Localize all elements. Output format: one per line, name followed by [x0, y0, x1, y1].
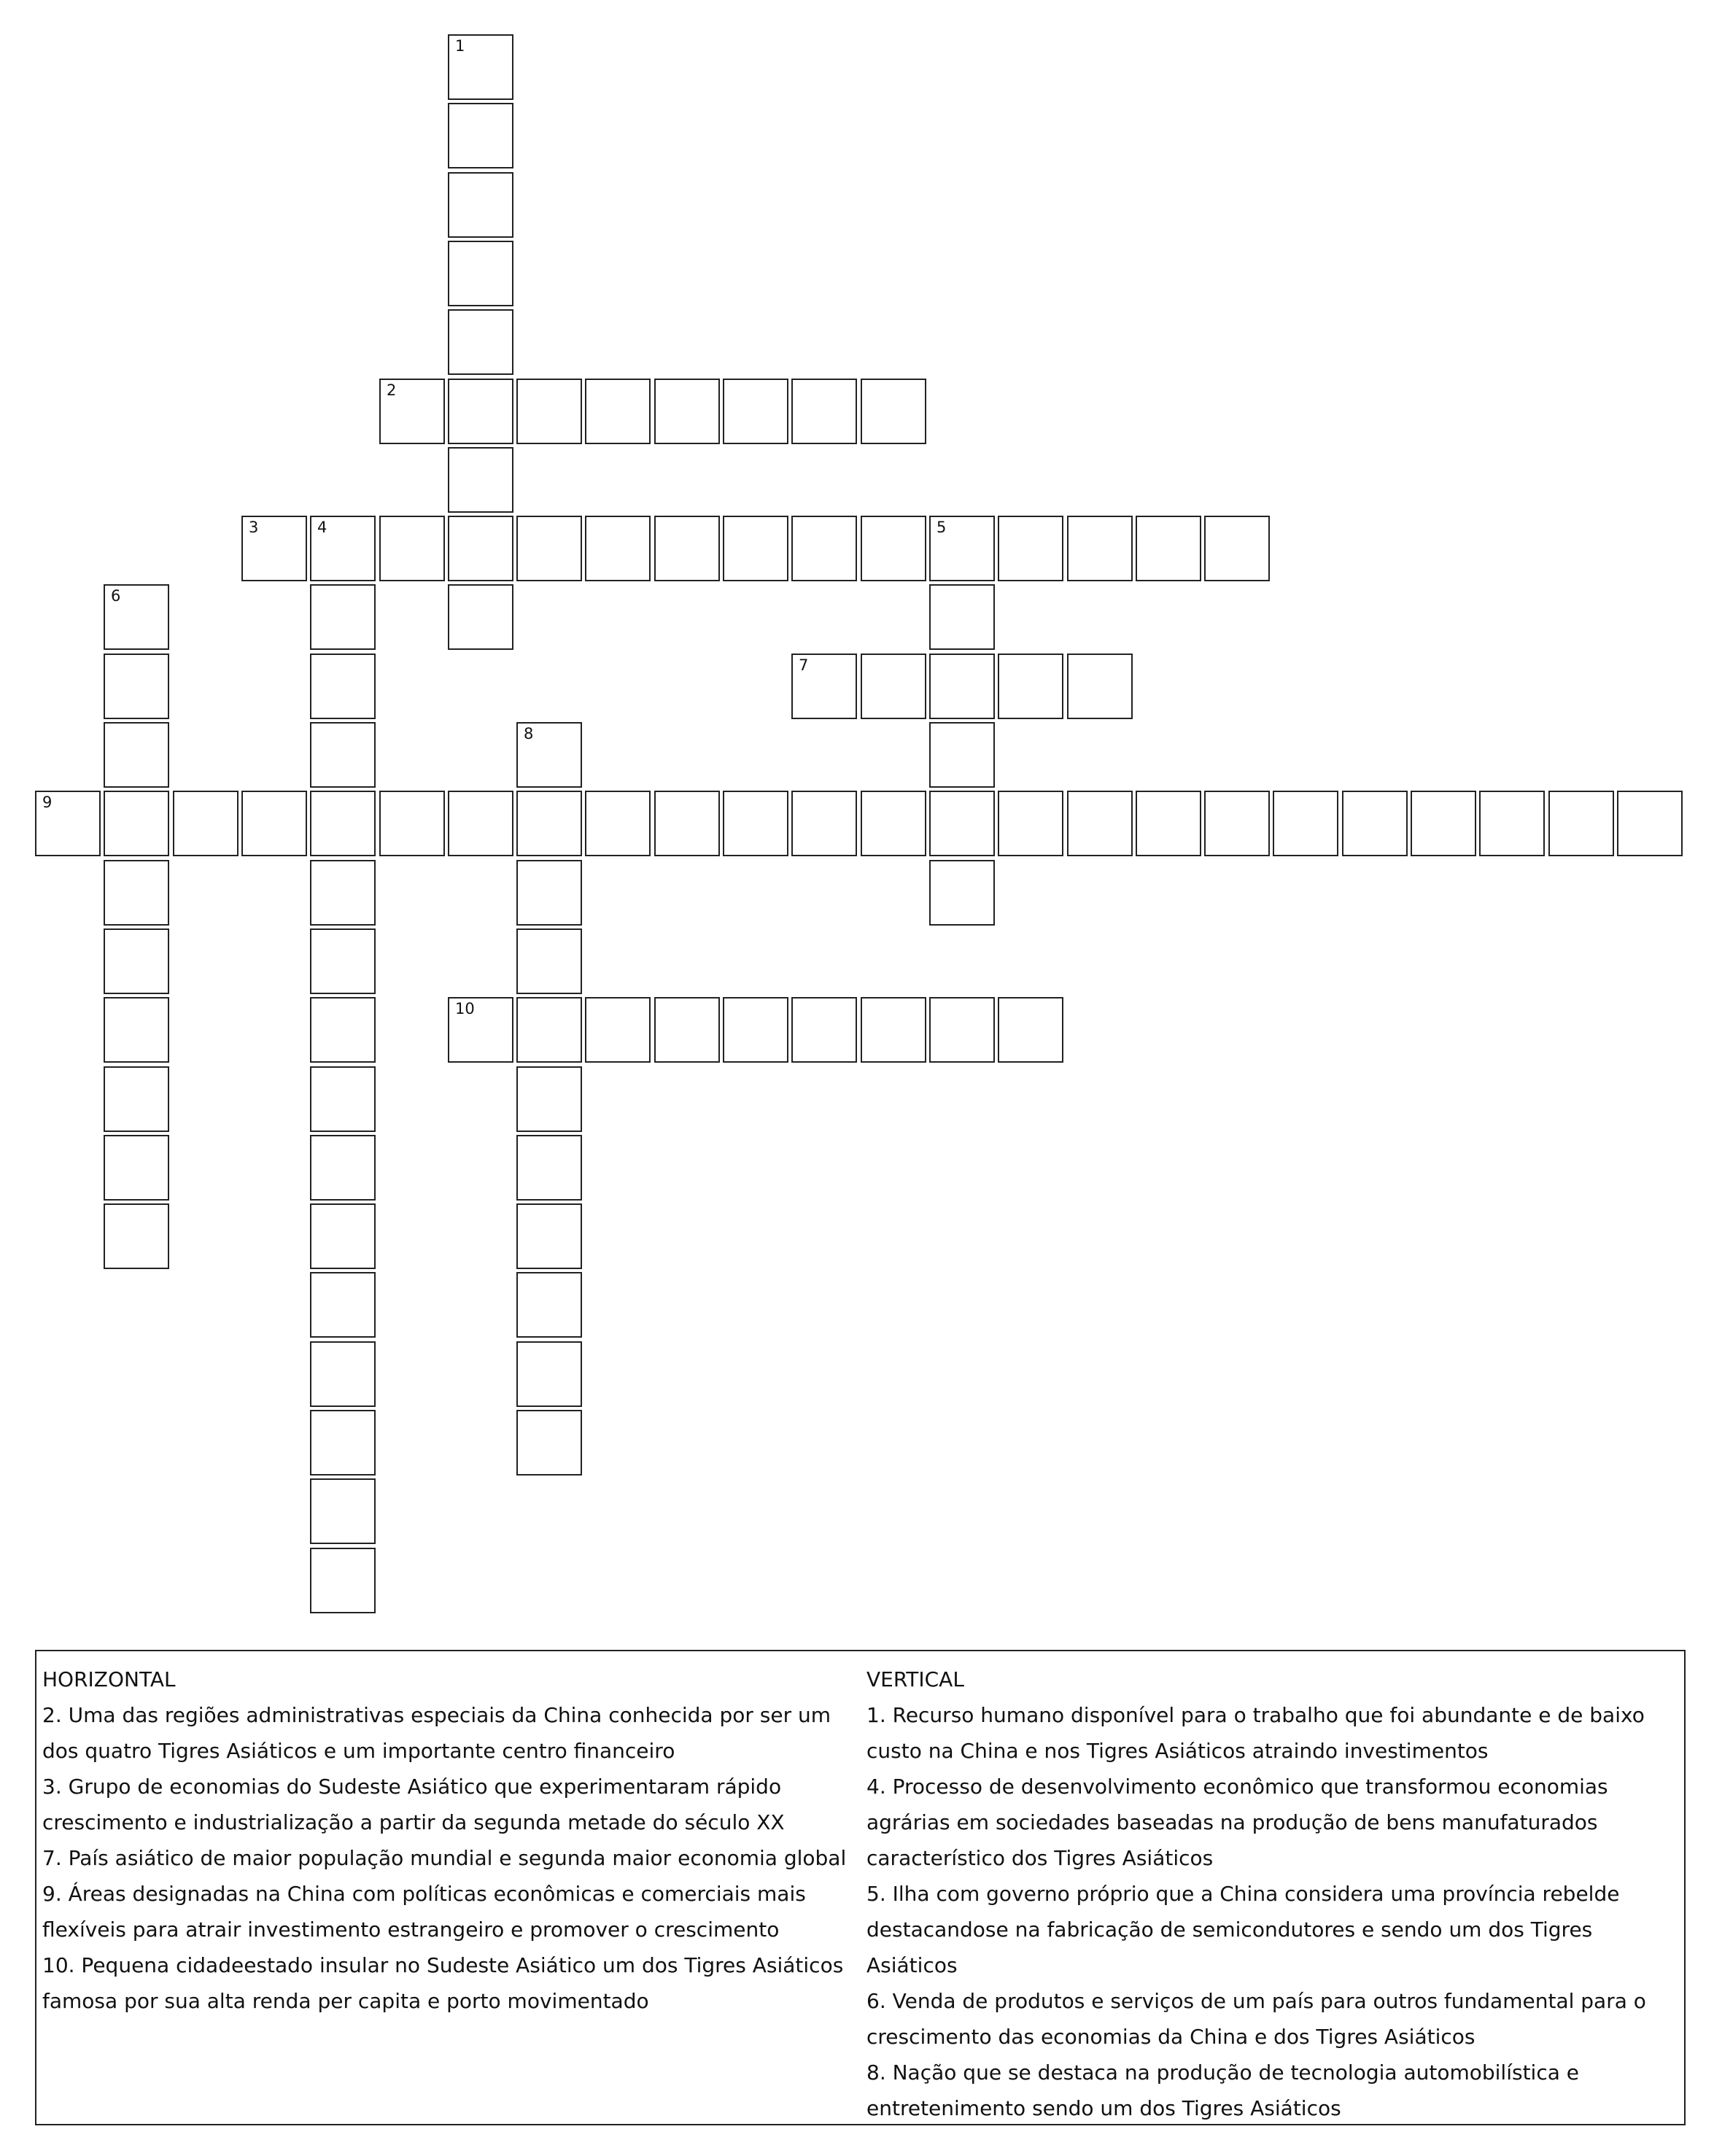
grid-cell[interactable] [654, 997, 720, 1063]
clue-down-4: 4. Processo de desenvolvimento econômico que transformou economias agrárias em sociedades baseadas na produção de bens manufaturados característico dos Tigres Asiáticos [866, 1775, 1608, 1870]
grid-cell[interactable] [104, 654, 169, 719]
grid-cell[interactable] [310, 584, 376, 650]
grid-cell[interactable] [379, 379, 445, 444]
grid-cell[interactable] [791, 516, 857, 581]
grid-cell[interactable] [516, 1272, 582, 1338]
grid-cell[interactable] [1067, 516, 1133, 581]
grid-cell[interactable] [310, 997, 376, 1063]
grid-cell[interactable] [516, 1341, 582, 1407]
grid-cell[interactable] [723, 997, 788, 1063]
grid-cell[interactable] [861, 654, 926, 719]
clue-across-3: 3. Grupo de economias do Sudeste Asiático que experimentaram rápido crescimento e industrialização a partir da segunda metade do século XX [42, 1775, 785, 1834]
grid-cell[interactable] [929, 584, 995, 650]
grid-cell[interactable] [929, 860, 995, 926]
grid-cell[interactable] [310, 722, 376, 788]
grid-cell[interactable] [1548, 791, 1614, 856]
grid-cell[interactable] [448, 172, 513, 238]
clue-number: 10 [455, 1000, 475, 1017]
grid-cell[interactable] [516, 379, 582, 444]
clue-down-8: 8. Nação que se destaca na produção de tecnologia automobilística e entretenimento sendo um dos Tigres Asiáticos [866, 2060, 1580, 2120]
clue-number: 5 [937, 519, 947, 536]
grid-cell[interactable] [1136, 516, 1201, 581]
grid-cell[interactable] [104, 928, 169, 994]
grid-cell[interactable] [1411, 791, 1476, 856]
clue-across-7: 7. País asiático de maior população mundial e segunda maior economia global [42, 1846, 847, 1870]
grid-cell[interactable] [310, 1066, 376, 1132]
grid-cell[interactable] [448, 379, 513, 444]
grid-cell[interactable] [791, 997, 857, 1063]
grid-cell[interactable] [1204, 516, 1270, 581]
grid-cell[interactable] [516, 1066, 582, 1132]
grid-cell[interactable] [929, 722, 995, 788]
grid-cell[interactable] [448, 516, 513, 581]
grid-cell[interactable] [104, 1066, 169, 1132]
grid-cell[interactable] [35, 791, 101, 856]
clues-box [35, 1650, 1686, 2125]
grid-cell[interactable] [861, 997, 926, 1063]
grid-cell[interactable] [448, 447, 513, 513]
grid-cell[interactable] [516, 791, 582, 856]
grid-cell[interactable] [723, 516, 788, 581]
grid-cell[interactable] [310, 516, 376, 581]
grid-cell[interactable] [448, 241, 513, 306]
grid-cell[interactable] [104, 584, 169, 650]
grid-cell[interactable] [310, 1203, 376, 1269]
grid-cell[interactable] [310, 1410, 376, 1476]
grid-cell[interactable] [998, 516, 1063, 581]
grid-cell[interactable] [173, 791, 239, 856]
horizontal-clues [42, 1661, 859, 2019]
grid-cell[interactable] [104, 997, 169, 1063]
grid-cell[interactable] [791, 654, 857, 719]
grid-cell[interactable] [998, 791, 1063, 856]
grid-cell[interactable] [104, 860, 169, 926]
clue-across-2: 2. Uma das regiões administrativas especiais da China conhecida por ser um dos quatro Tigres Asiáticos e um importante centro financeiro [42, 1703, 831, 1763]
grid-cell[interactable] [791, 791, 857, 856]
clue-number: 1 [455, 37, 465, 55]
grid-cell[interactable] [310, 654, 376, 719]
grid-cell[interactable] [516, 1203, 582, 1269]
grid-cell[interactable] [448, 997, 513, 1063]
clue-number: 2 [387, 381, 397, 399]
grid-cell[interactable] [310, 860, 376, 926]
grid-cell[interactable] [448, 103, 513, 168]
clue-down-5: 5. Ilha com governo próprio que a China considera uma província rebelde destacandose na fabricação de semicondutores e sendo um dos Tigres Asiáticos [866, 1882, 1620, 1977]
grid-cell[interactable] [1617, 791, 1683, 856]
grid-cell[interactable] [654, 379, 720, 444]
grid-cell[interactable] [310, 928, 376, 994]
grid-cell[interactable] [998, 654, 1063, 719]
grid-cell[interactable] [723, 791, 788, 856]
grid-cell[interactable] [1067, 654, 1133, 719]
grid-cell[interactable] [929, 516, 995, 581]
clue-number: 7 [799, 656, 809, 674]
grid-cell[interactable] [104, 722, 169, 788]
grid-cell[interactable] [654, 791, 720, 856]
clue-number: 6 [111, 587, 121, 605]
grid-cell[interactable] [585, 997, 651, 1063]
clue-number: 8 [524, 725, 534, 742]
grid-cell[interactable] [1479, 791, 1545, 856]
grid-cell[interactable] [654, 516, 720, 581]
grid-cell[interactable] [516, 516, 582, 581]
grid-cell[interactable] [929, 791, 995, 856]
grid-cell[interactable] [516, 928, 582, 994]
vertical-clues [866, 1661, 1678, 2126]
clue-down-1: 1. Recurso humano disponível para o trabalho que foi abundante e de baixo custo na China e nos Tigres Asiáticos atraindo investimentos [866, 1703, 1645, 1763]
grid-cell[interactable] [861, 516, 926, 581]
grid-cell[interactable] [929, 654, 995, 719]
clue-across-9: 9. Áreas designadas na China com políticas econômicas e comerciais mais flexíveis para atrair investimento estrangeiro e promover o crescimento [42, 1882, 806, 1942]
grid-cell[interactable] [104, 791, 169, 856]
grid-cell[interactable] [585, 791, 651, 856]
grid-cell[interactable] [861, 791, 926, 856]
grid-cell[interactable] [104, 1203, 169, 1269]
grid-cell[interactable] [379, 516, 445, 581]
grid-cell[interactable] [791, 379, 857, 444]
grid-cell[interactable] [516, 1135, 582, 1201]
grid-cell[interactable] [1136, 791, 1201, 856]
grid-cell[interactable] [1273, 791, 1338, 856]
grid-cell[interactable] [310, 1341, 376, 1407]
grid-cell[interactable] [516, 997, 582, 1063]
grid-cell[interactable] [310, 1548, 376, 1613]
grid-cell[interactable] [516, 860, 582, 926]
grid-cell[interactable] [929, 997, 995, 1063]
grid-cell[interactable] [448, 309, 513, 375]
clue-across-10: 10. Pequena cidadeestado insular no Sudeste Asiático um dos Tigres Asiáticos famosa por sua alta renda per capita e porto movimentado [42, 1953, 844, 2013]
grid-cell[interactable] [310, 791, 376, 856]
grid-cell[interactable] [241, 516, 307, 581]
grid-cell[interactable] [585, 379, 651, 444]
grid-cell[interactable] [448, 791, 513, 856]
grid-cell[interactable] [310, 1135, 376, 1201]
clue-down-6: 6. Venda de produtos e serviços de um país para outros fundamental para o crescimento das economias da China e dos Tigres Asiáticos [866, 1989, 1646, 2049]
horizontal-heading: HORIZONTAL [42, 1667, 176, 1691]
grid-cell[interactable] [998, 997, 1063, 1063]
grid-cell[interactable] [104, 1135, 169, 1201]
grid-cell[interactable] [1067, 791, 1133, 856]
clue-number: 9 [42, 794, 53, 811]
vertical-heading: VERTICAL [866, 1667, 964, 1691]
clue-number: 3 [249, 519, 259, 536]
grid-cell[interactable] [310, 1478, 376, 1544]
grid-cell[interactable] [585, 516, 651, 581]
clue-number: 4 [317, 519, 327, 536]
grid-cell[interactable] [241, 791, 307, 856]
grid-cell[interactable] [516, 722, 582, 788]
grid-cell[interactable] [861, 379, 926, 444]
grid-cell[interactable] [1342, 791, 1408, 856]
grid-cell[interactable] [310, 1272, 376, 1338]
grid-cell[interactable] [723, 379, 788, 444]
grid-cell[interactable] [1204, 791, 1270, 856]
grid-cell[interactable] [448, 34, 513, 100]
grid-cell[interactable] [448, 584, 513, 650]
grid-cell[interactable] [379, 791, 445, 856]
grid-cell[interactable] [516, 1410, 582, 1476]
